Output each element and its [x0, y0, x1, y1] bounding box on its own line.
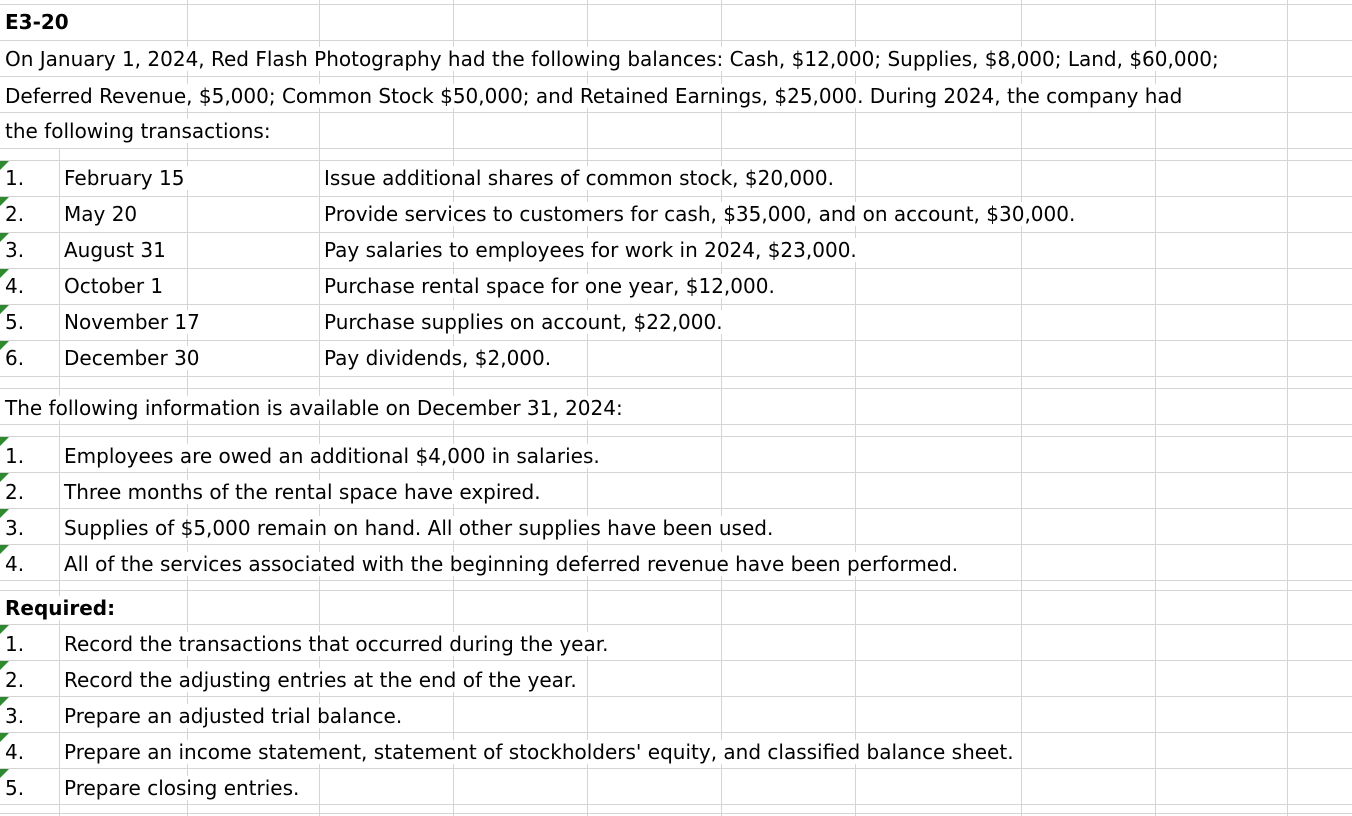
transaction-date[interactable]: December 30	[64, 346, 206, 370]
intro-line[interactable]: On January 1, 2024, Red Flash Photography had the following balances: Cash, $12,000; Supplies, $8,000; Land, $60,000;	[5, 47, 1225, 71]
info-text[interactable]: Supplies of $5,000 remain on hand. All other supplies have been used.	[64, 516, 779, 540]
required-number[interactable]: 2.	[5, 668, 25, 692]
grid-row-line	[0, 304, 1352, 305]
grid-row-line	[0, 508, 1352, 509]
transaction-date[interactable]: November 17	[64, 310, 206, 334]
info-number[interactable]: 1.	[5, 444, 25, 468]
transaction-number[interactable]: 6.	[5, 346, 25, 370]
grid-row-line	[0, 813, 1352, 814]
grid-row-line	[0, 40, 1352, 41]
transaction-description[interactable]: Issue additional shares of common stock, $20,000.	[324, 166, 840, 190]
transaction-number[interactable]: 3.	[5, 238, 25, 262]
grid-row-line	[0, 4, 1352, 5]
grid-row-line	[0, 268, 1352, 269]
transaction-number[interactable]: 2.	[5, 202, 25, 226]
transaction-date[interactable]: August 31	[64, 238, 172, 262]
grid-row-line	[0, 436, 1352, 437]
required-text[interactable]: Prepare an adjusted trial balance.	[64, 704, 408, 728]
required-text[interactable]: Prepare an income statement, statement of stockholders' equity, and classified balance sheet.	[64, 740, 1020, 764]
transaction-description[interactable]: Pay salaries to employees for work in 2024, $23,000.	[324, 238, 863, 262]
grid-col-line	[59, 148, 60, 816]
transaction-description[interactable]: Purchase supplies on account, $22,000.	[324, 310, 729, 334]
grid-row-line	[0, 768, 1352, 769]
grid-col-line	[1155, 0, 1156, 816]
grid-row-line	[0, 112, 1352, 113]
required-text[interactable]: Record the adjusting entries at the end of the year.	[64, 668, 583, 692]
grid-row-line	[0, 804, 1352, 805]
info-heading[interactable]: The following information is available on December 31, 2024:	[5, 396, 629, 420]
grid-row-line	[0, 160, 1352, 161]
required-number[interactable]: 4.	[5, 740, 25, 764]
info-number[interactable]: 3.	[5, 516, 25, 540]
grid-row-line	[0, 696, 1352, 697]
grid-row-line	[0, 148, 1352, 149]
grid-row-line	[0, 388, 1352, 389]
grid-row-line	[0, 472, 1352, 473]
grid-row-line	[0, 424, 1352, 425]
grid-row-line	[0, 544, 1352, 545]
transaction-description[interactable]: Provide services to customers for cash, $35,000, and on account, $30,000.	[324, 202, 1081, 226]
grid-row-line	[0, 590, 1352, 591]
required-number[interactable]: 1.	[5, 632, 25, 656]
grid-col-line	[1287, 0, 1288, 816]
grid-row-line	[0, 196, 1352, 197]
info-number[interactable]: 4.	[5, 552, 25, 576]
transaction-date[interactable]: October 1	[64, 274, 169, 298]
intro-line[interactable]: the following transactions:	[5, 119, 277, 143]
info-text[interactable]: All of the services associated with the beginning deferred revenue have been performed.	[64, 552, 964, 576]
transaction-number[interactable]: 4.	[5, 274, 25, 298]
grid-row-line	[0, 232, 1352, 233]
grid-row-line	[0, 376, 1352, 377]
required-number[interactable]: 5.	[5, 776, 25, 800]
grid-row-line	[0, 732, 1352, 733]
required-number[interactable]: 3.	[5, 704, 25, 728]
required-text[interactable]: Record the transactions that occurred during the year.	[64, 632, 614, 656]
required-text[interactable]: Prepare closing entries.	[64, 776, 305, 800]
grid-row-line	[0, 580, 1352, 581]
grid-row-line	[0, 340, 1352, 341]
grid-row-line	[0, 660, 1352, 661]
grid-col-line	[855, 0, 856, 816]
required-heading[interactable]: Required:	[5, 596, 121, 620]
grid-row-line	[0, 76, 1352, 77]
transaction-description[interactable]: Purchase rental space for one year, $12,000.	[324, 274, 781, 298]
grid-col-line	[721, 0, 722, 816]
info-text[interactable]: Three months of the rental space have expired.	[64, 480, 547, 504]
info-number[interactable]: 2.	[5, 480, 25, 504]
transaction-description[interactable]: Pay dividends, $2,000.	[324, 346, 557, 370]
transaction-number[interactable]: 5.	[5, 310, 25, 334]
transaction-number[interactable]: 1.	[5, 166, 25, 190]
exercise-title[interactable]: E3-20	[5, 10, 75, 34]
grid-row-line	[0, 624, 1352, 625]
info-text[interactable]: Employees are owed an additional $4,000 in salaries.	[64, 444, 606, 468]
grid-col-line	[1021, 0, 1022, 816]
transaction-date[interactable]: February 15	[64, 166, 190, 190]
intro-line[interactable]: Deferred Revenue, $5,000; Common Stock $50,000; and Retained Earnings, $25,000. During 2024, the company had	[5, 84, 1188, 108]
transaction-date[interactable]: May 20	[64, 202, 143, 226]
